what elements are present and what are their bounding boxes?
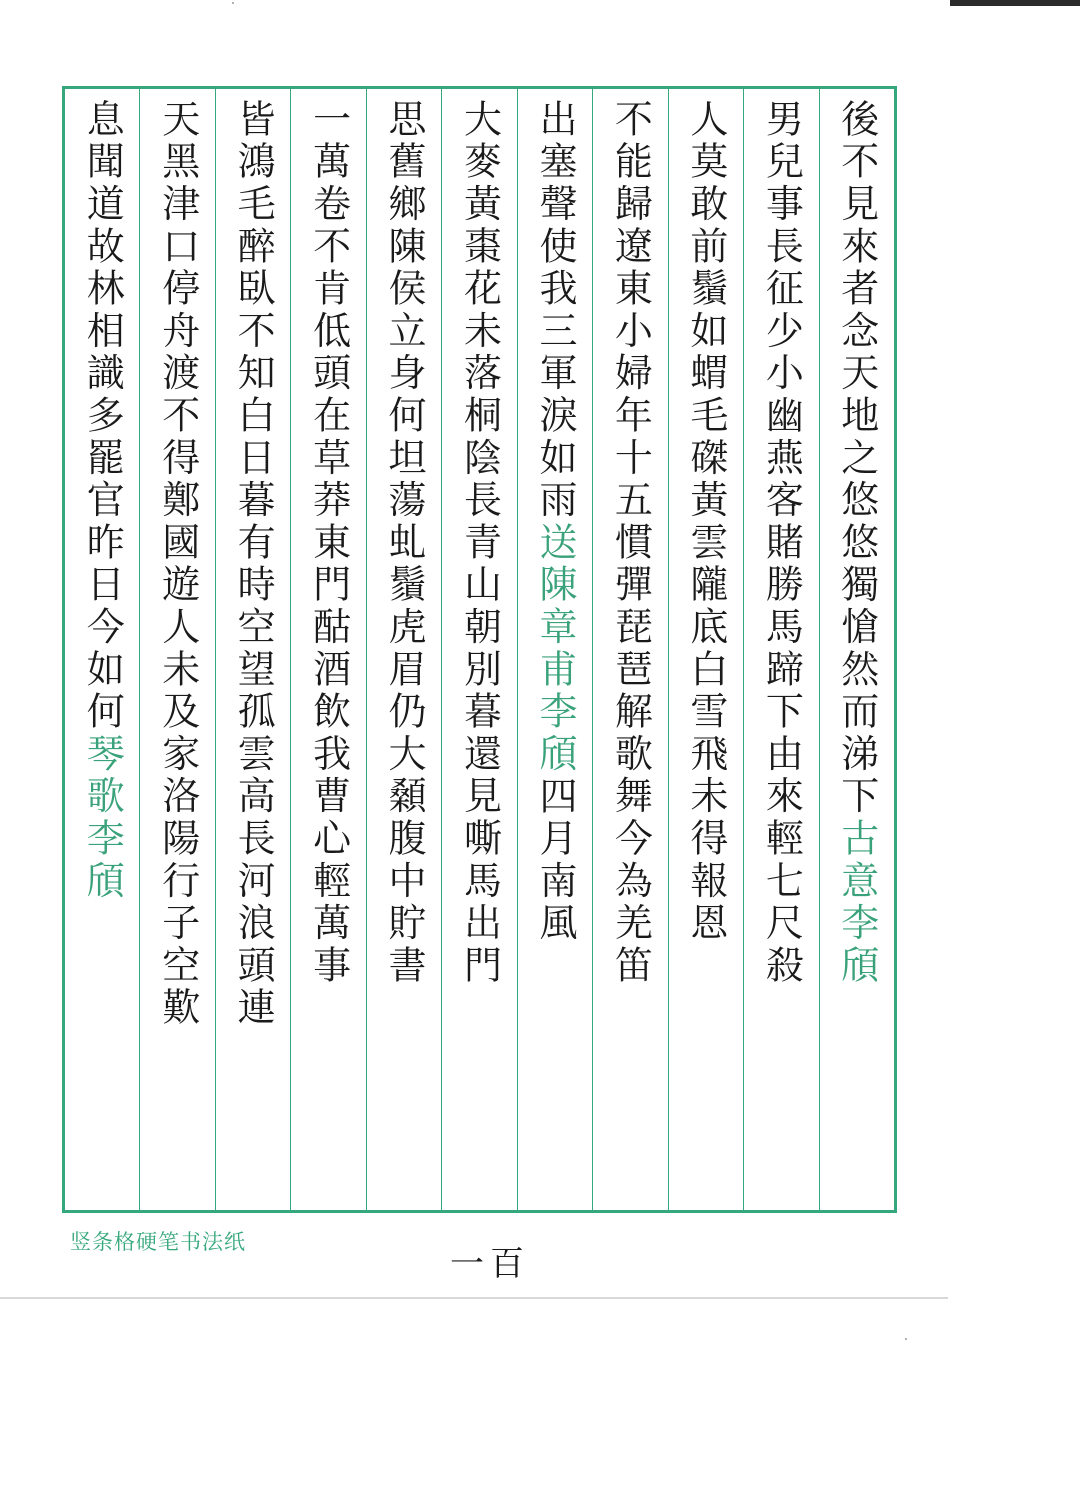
- page-number: 一百: [450, 1244, 530, 1284]
- poem-text: 後不見來者念天地之悠悠獨愴然而涕下: [834, 99, 879, 819]
- poem-text: 四月南風: [532, 775, 577, 946]
- scan-corner-mark: [950, 0, 1080, 6]
- paper-type-label: 竖条格硬笔书法纸: [70, 1230, 246, 1254]
- column-text: [306, 99, 351, 988]
- calligraphy-grid: [62, 86, 897, 1213]
- text-column: [517, 89, 592, 1210]
- poem-text: 出塞聲使我三軍淚如雨: [532, 99, 577, 522]
- poem-text: 一萬卷不肯低頭在草莽東門酤酒飲我曹心輕萬事: [306, 99, 351, 988]
- text-column: [441, 89, 516, 1210]
- column-text: [155, 99, 200, 1030]
- poem-title: 送陳章甫李頎: [532, 522, 577, 776]
- column-text: [683, 99, 728, 945]
- poem-text: 皆鴻毛醉臥不知白日暮有時空望孤雲高長河浪頭連: [231, 99, 276, 1030]
- poem-title: 琴歌李頎: [80, 733, 125, 903]
- poem-text: 息聞道故林相識多罷官昨日今如何: [80, 99, 125, 734]
- paper-edge-line: [0, 1297, 948, 1299]
- column-text: [231, 99, 276, 1030]
- column-text: [532, 99, 577, 946]
- text-column: [743, 89, 818, 1210]
- text-column: [366, 89, 441, 1210]
- text-column: [215, 89, 290, 1210]
- text-column: [592, 89, 667, 1210]
- scan-speck: [905, 1338, 907, 1340]
- column-text: [608, 99, 653, 988]
- poem-text: 思舊鄉陳侯立身何坦蕩虬鬚虎眉仍大顙腹中貯書: [382, 99, 427, 988]
- column-text: [759, 99, 804, 988]
- column-text: [457, 99, 502, 988]
- scan-speck: [232, 2, 234, 4]
- column-text: [80, 99, 125, 903]
- poem-text: 大麥黃棗花未落桐陰長青山朝別暮還見嘶馬出門: [457, 99, 502, 988]
- text-column: [65, 89, 139, 1210]
- text-column: [668, 89, 743, 1210]
- text-column: [290, 89, 365, 1210]
- column-text: [382, 99, 427, 988]
- poem-text: 不能歸遼東小婦年十五慣彈琵琶解歌舞今為羌笛: [608, 99, 653, 988]
- poem-text: 人莫敢前鬚如蝟毛磔黃雲隴底白雪飛未得報恩: [683, 99, 728, 945]
- text-column: [139, 89, 214, 1210]
- poem-text: 天黑津口停舟渡不得鄭國遊人未及家洛陽行子空歎: [155, 99, 200, 1030]
- column-text: [834, 99, 879, 988]
- poem-text: 男兒事長征少小幽燕客賭勝馬蹄下由來輕七尺殺: [759, 99, 804, 988]
- text-column: [819, 89, 894, 1210]
- poem-title: 古意李頎: [834, 818, 879, 988]
